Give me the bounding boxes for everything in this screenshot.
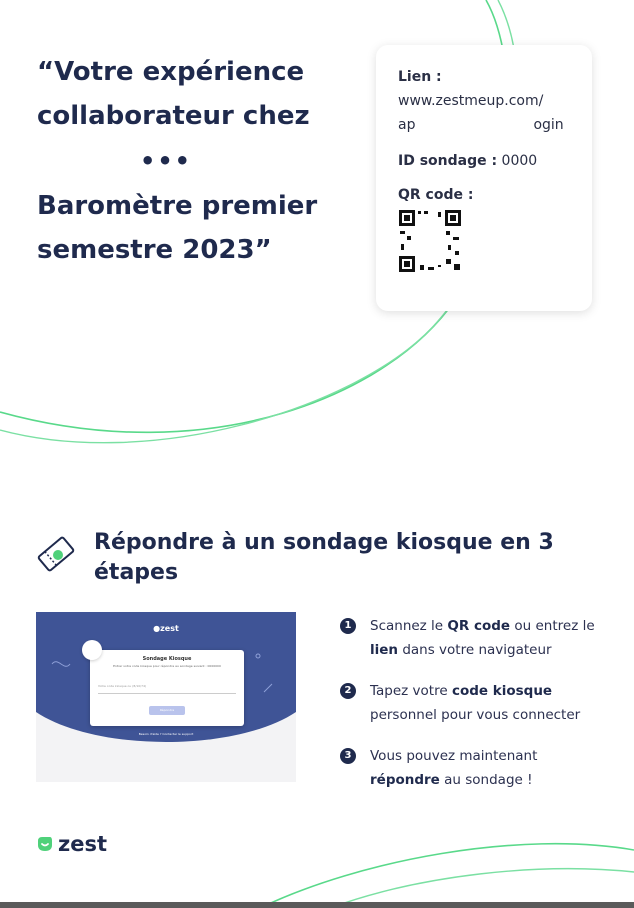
hero-title	[37, 50, 337, 272]
step-text: au sondage !	[439, 772, 533, 788]
zest-logo-icon	[36, 835, 54, 853]
step-number: 2	[340, 683, 356, 699]
footer-logo	[36, 832, 107, 856]
section-title: Répondre à un sondage kiosque en 3 étapes	[94, 530, 554, 585]
zest-logo-text: zest	[58, 832, 108, 856]
survey-id-label: ID sondage :	[398, 153, 498, 169]
hero-line-4: semestre 2023”	[37, 235, 272, 265]
step-text: Scannez le	[370, 618, 448, 634]
step-bold: code kiosque	[451, 683, 553, 699]
hero-line-3: Baromètre premier	[37, 191, 318, 221]
qr-code-icon[interactable]	[398, 209, 462, 273]
preview-brand: ●zest	[153, 624, 179, 633]
hero-dots: •••	[140, 147, 193, 175]
survey-id-row	[398, 153, 570, 169]
survey-link-line-2[interactable]	[398, 113, 570, 137]
step-bold: lien	[370, 642, 399, 658]
ticket-icon	[34, 532, 78, 576]
survey-id-value: 0000	[501, 153, 538, 169]
hero-line-1: “Votre expérience	[37, 57, 305, 87]
preview-modal-title: Sondage Kiosque	[142, 656, 192, 662]
survey-info-card	[376, 45, 592, 311]
step-text: Vous pouvez maintenant	[370, 748, 538, 764]
preview-footer-note: Besoin d'aide ? Contacter le support	[138, 732, 194, 736]
step-bold: QR code	[447, 618, 511, 634]
survey-link-start: ap	[398, 117, 416, 133]
preview-modal	[90, 650, 244, 726]
step-number: 3	[340, 748, 356, 764]
kiosk-preview-screenshot	[36, 612, 296, 782]
step-item	[340, 679, 610, 727]
preview-submit-button: Répondre	[149, 706, 185, 715]
step-text: ou entrez le	[510, 618, 595, 634]
step-item	[340, 614, 610, 662]
step-text: Tapez votre	[370, 683, 452, 699]
link-label: Lien :	[398, 69, 442, 85]
step-text: dans votre navigateur	[398, 642, 552, 658]
step-number: 1	[340, 618, 356, 634]
survey-link-end: ogin	[533, 117, 564, 133]
page-bottom-border	[0, 902, 634, 908]
survey-link-line-1[interactable]: www.zestmeup.com/	[398, 93, 544, 109]
preview-modal-subtitle: Entrer votre code kiosque pour répondre au sondage suivant : 0000000	[113, 664, 221, 668]
step-bold: répondre	[370, 772, 440, 788]
preview-code-input: Votre code kiosque ou (8/10/74)	[98, 684, 236, 694]
step-item	[340, 744, 610, 792]
hero-line-2: collaborateur chez	[37, 101, 310, 131]
preview-ticket-badge-icon	[82, 640, 102, 660]
steps-list	[340, 614, 610, 809]
qr-code-label: QR code :	[398, 187, 474, 203]
step-text: personnel pour vous connecter	[370, 707, 581, 723]
